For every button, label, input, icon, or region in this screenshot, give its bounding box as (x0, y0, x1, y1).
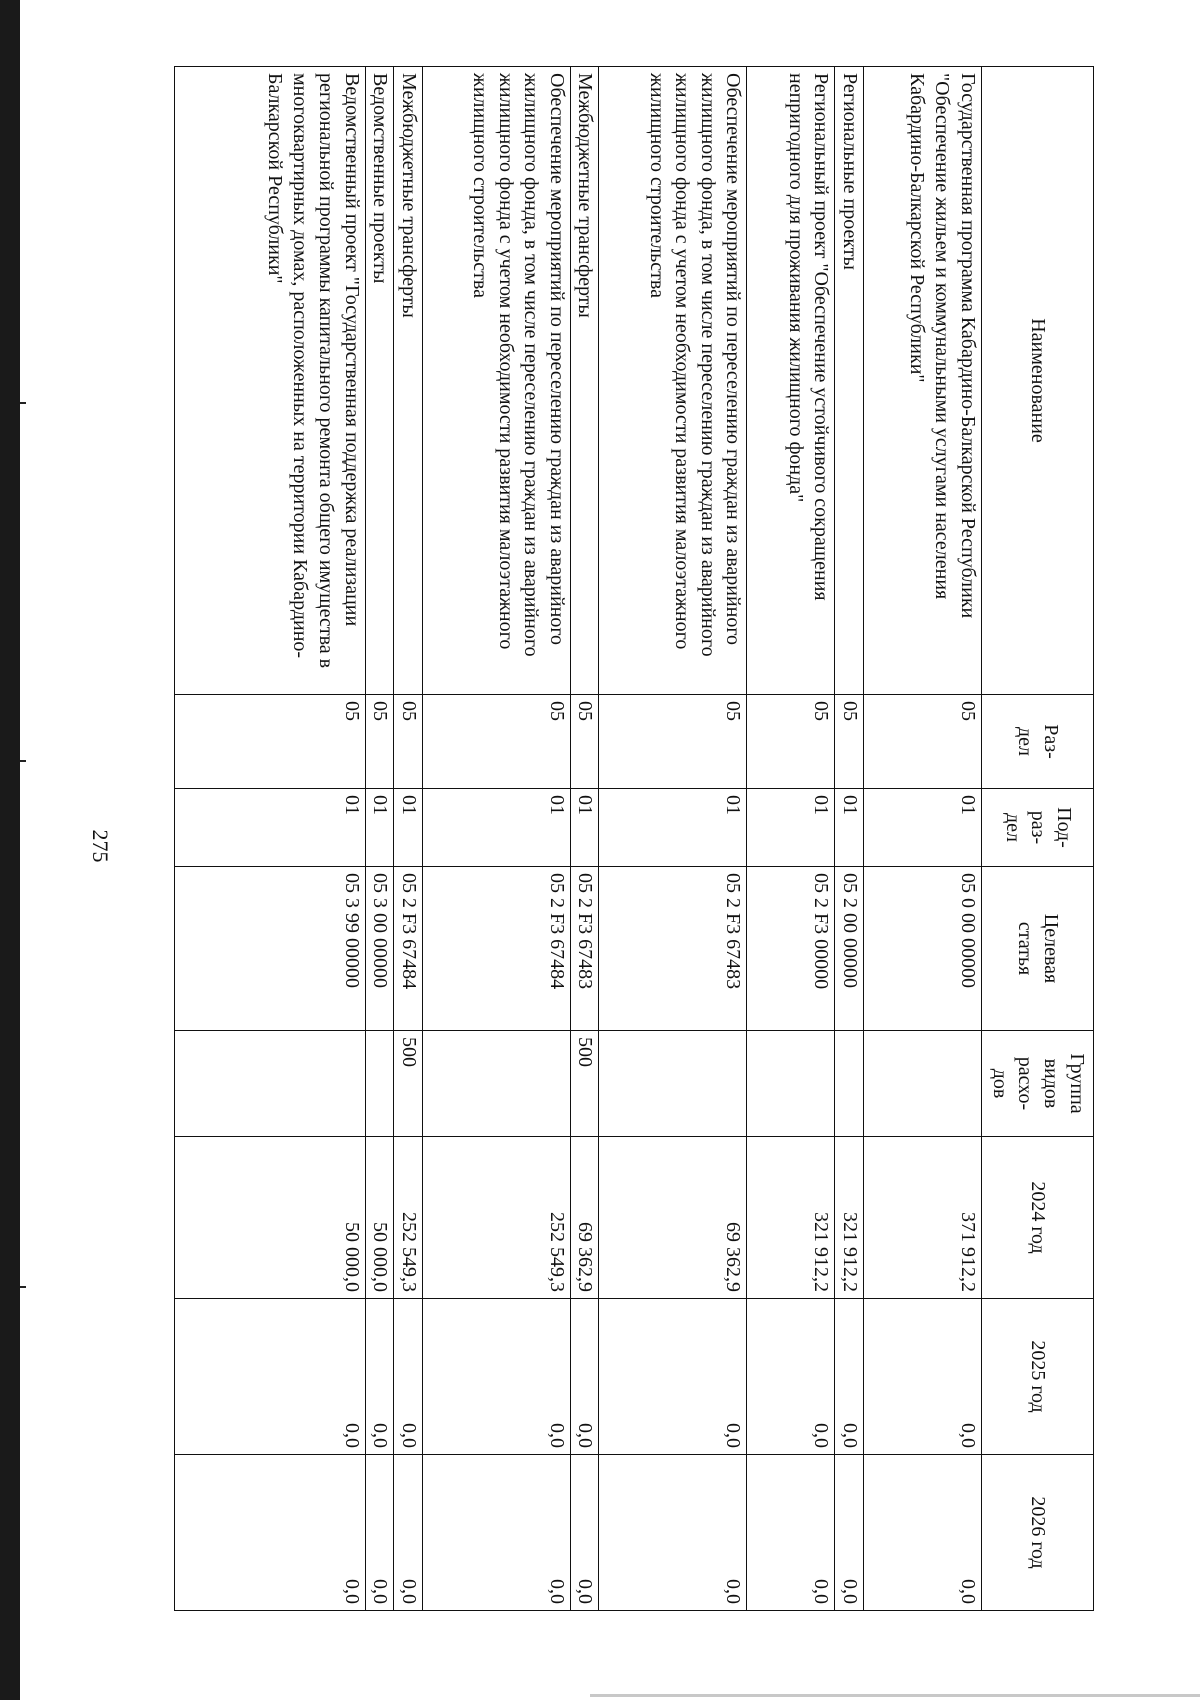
row-name: Обеспечение мероприятий по переселению граждан из аварийного жилищного фонда, в том числе переселению граждан из аварийного жилищного фонда с учетом необходимости развития малоэтажного жилищного строительства (422, 67, 570, 695)
row-celevaya: 05 0 00 00000 (864, 867, 982, 1031)
row-podrazdel: 01 (175, 789, 366, 867)
rotated-table-container (174, 66, 1094, 1604)
row-podrazdel: 01 (864, 789, 982, 867)
row-2026: 0,0 (835, 1455, 864, 1611)
row-celevaya: 05 3 00 00000 (365, 867, 394, 1031)
header-gruppa: Группа видов расхо- дов (982, 1031, 1094, 1137)
row-celevaya: 05 2 F3 67483 (570, 867, 599, 1031)
row-2024: 50 000,0 (365, 1137, 394, 1299)
row-gruppa (747, 1031, 835, 1137)
row-name: Межбюджетные трансферты (394, 67, 423, 695)
row-gruppa (175, 1031, 366, 1137)
row-2026: 0,0 (394, 1455, 423, 1611)
row-2024: 69 362,9 (570, 1137, 599, 1299)
row-name: Государственная программа Кабардино-Балкарской Республики "Обеспечение жильем и коммунальными услугами населения Кабардино-Балкарской Республики" (864, 67, 982, 695)
row-razdel: 05 (864, 695, 982, 789)
row-gruppa (835, 1031, 864, 1137)
row-podrazdel: 01 (422, 789, 570, 867)
row-2025: 0,0 (570, 1299, 599, 1455)
scan-edge-tick (20, 760, 26, 762)
table-row (422, 67, 570, 1611)
row-2024: 321 912,2 (835, 1137, 864, 1299)
row-podrazdel: 01 (747, 789, 835, 867)
row-celevaya: 05 2 F3 67484 (394, 867, 423, 1031)
row-gruppa (422, 1031, 570, 1137)
row-2024: 321 912,2 (747, 1137, 835, 1299)
row-name: Региональные проекты (835, 67, 864, 695)
row-gruppa (365, 1031, 394, 1137)
scan-edge-bar (0, 0, 20, 1700)
row-2026: 0,0 (864, 1455, 982, 1611)
row-2024: 69 362,9 (599, 1137, 747, 1299)
row-celevaya: 05 2 F3 67484 (422, 867, 570, 1031)
budget-table (174, 66, 1094, 1611)
page-number: 275 (88, 829, 113, 863)
row-name: Ведомственный проект "Государственная поддержка реализации региональной программы капитального ремонта общего имущества в многоквартирных домах, расположенных на территории Кабардино-Балкарской Республики" (175, 67, 366, 695)
row-2024: 50 000,0 (175, 1137, 366, 1299)
row-celevaya: 05 2 F3 67483 (599, 867, 747, 1031)
row-razdel: 05 (422, 695, 570, 789)
row-2026: 0,0 (570, 1455, 599, 1611)
row-razdel: 05 (747, 695, 835, 789)
row-2026: 0,0 (422, 1455, 570, 1611)
row-2025: 0,0 (599, 1299, 747, 1455)
row-2026: 0,0 (747, 1455, 835, 1611)
row-2026: 0,0 (599, 1455, 747, 1611)
row-name: Обеспечение мероприятий по переселению граждан из аварийного жилищного фонда, в том числе переселению граждан из аварийного жилищного фонда с учетом необходимости развития малоэтажного жилищного строительства (599, 67, 747, 695)
row-celevaya: 05 3 99 00000 (175, 867, 366, 1031)
row-podrazdel: 01 (394, 789, 423, 867)
table-row (747, 67, 835, 1611)
table-row (570, 67, 599, 1611)
row-2024: 371 912,2 (864, 1137, 982, 1299)
row-razdel: 05 (175, 695, 366, 789)
row-gruppa: 500 (570, 1031, 599, 1137)
header-2025: 2025 год (982, 1299, 1094, 1455)
table-row (365, 67, 394, 1611)
row-2024: 252 549,3 (422, 1137, 570, 1299)
row-name: Ведомственные проекты (365, 67, 394, 695)
row-gruppa (864, 1031, 982, 1137)
row-2025: 0,0 (864, 1299, 982, 1455)
table-row (864, 67, 982, 1611)
row-2026: 0,0 (175, 1455, 366, 1611)
table-row (394, 67, 423, 1611)
table-row (175, 67, 366, 1611)
row-razdel: 05 (365, 695, 394, 789)
row-2025: 0,0 (175, 1299, 366, 1455)
scan-bottom-rule (590, 1694, 1200, 1697)
row-gruppa: 500 (394, 1031, 423, 1137)
row-podrazdel: 01 (570, 789, 599, 867)
row-razdel: 05 (599, 695, 747, 789)
row-2025: 0,0 (422, 1299, 570, 1455)
header-podrazdel: Под- раз- дел (982, 789, 1094, 867)
row-podrazdel: 01 (365, 789, 394, 867)
row-razdel: 05 (394, 695, 423, 789)
row-2025: 0,0 (835, 1299, 864, 1455)
row-razdel: 05 (570, 695, 599, 789)
header-name: Наименование (982, 67, 1094, 695)
scan-edge-tick (20, 1286, 26, 1288)
row-2025: 0,0 (747, 1299, 835, 1455)
row-name: Межбюджетные трансферты (570, 67, 599, 695)
row-2025: 0,0 (394, 1299, 423, 1455)
table-row (835, 67, 864, 1611)
row-podrazdel: 01 (599, 789, 747, 867)
row-name: Региональный проект "Обеспечение устойчивого сокращения непригодного для проживания жилищного фонда" (747, 67, 835, 695)
row-2026: 0,0 (365, 1455, 394, 1611)
row-gruppa (599, 1031, 747, 1137)
row-podrazdel: 01 (835, 789, 864, 867)
table-row (599, 67, 747, 1611)
header-celevaya: Целевая статья (982, 867, 1094, 1031)
row-2024: 252 549,3 (394, 1137, 423, 1299)
table-header-row (982, 67, 1094, 1611)
header-2024: 2024 год (982, 1137, 1094, 1299)
row-celevaya: 05 2 F3 00000 (747, 867, 835, 1031)
header-2026: 2026 год (982, 1455, 1094, 1611)
header-razdel: Раз- дел (982, 695, 1094, 789)
row-celevaya: 05 2 00 00000 (835, 867, 864, 1031)
row-razdel: 05 (835, 695, 864, 789)
row-2025: 0,0 (365, 1299, 394, 1455)
scan-edge-tick (20, 402, 26, 404)
